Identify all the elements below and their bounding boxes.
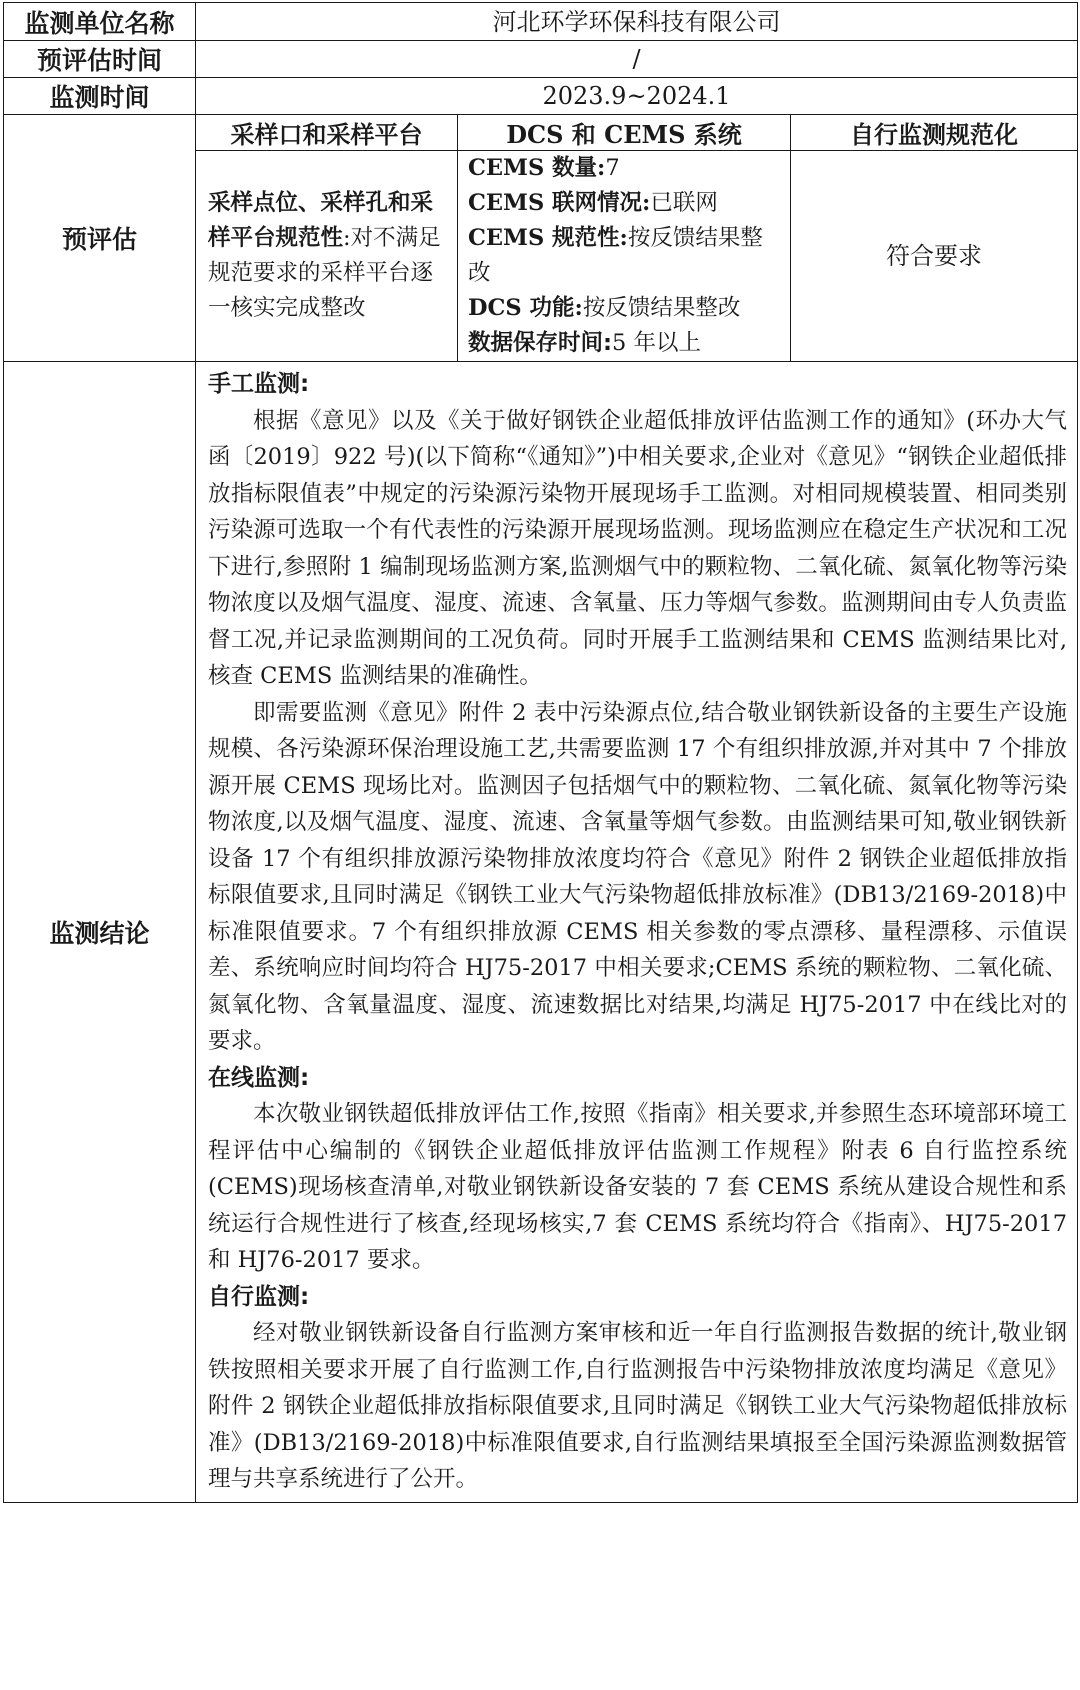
- cems-standard-value: 按反馈结果整改: [468, 225, 763, 286]
- pre-eval-label: 预评估: [4, 115, 196, 362]
- sampling-bold-label: 采样点位、采样孔和采样平台规范性: [208, 190, 434, 251]
- cems-count-value: 7: [605, 155, 620, 181]
- monitor-time-label: 监测时间: [4, 78, 196, 115]
- dcs-function-label: DCS 功能:: [468, 295, 583, 321]
- row-unit: [4, 3, 1078, 41]
- self-monitor-result: 符合要求: [791, 151, 1078, 362]
- unit-label: 监测单位名称: [4, 3, 196, 41]
- data-retention-label: 数据保存时间:: [468, 330, 612, 356]
- cems-standard: [458, 221, 791, 291]
- monitor-time-value: 2023.9~2024.1: [196, 78, 1078, 115]
- sampling-text: :对不满足规范要求的采样平台逐一核实完成整改: [208, 225, 441, 321]
- col-header-sampling: 采样口和采样平台: [196, 115, 458, 151]
- col-header-dcs-cems: DCS 和 CEMS 系统: [458, 115, 791, 151]
- self-monitoring-title: 自行监测:: [208, 1283, 310, 1310]
- online-monitoring-title: 在线监测:: [208, 1064, 310, 1091]
- conclusion-label: 监测结论: [4, 362, 196, 1503]
- data-retention: [458, 326, 791, 362]
- row-pre-eval-time: [4, 41, 1078, 78]
- cems-network-value: 已联网: [650, 190, 718, 216]
- conclusion-body: [196, 362, 1078, 1503]
- online-paragraph: 本次敬业钢铁超低排放评估工作,按照《指南》相关要求,并参照生态环境部环境工程评估中心编制的《钢铁企业超低排放评估监测工作规程》附表 6 自行监控系统(CEMS)现场核查清单,对敬业钢铁新设备安装的 7 套 CEMS 系统从建设合规性和系统运行合规性进行了核查,经现场核实,7 套 CEMS 系统均符合《指南》、HJ75-2017 和 HJ76-2017 要求。: [208, 1101, 1068, 1273]
- pre-eval-time-value: /: [196, 41, 1078, 78]
- pre-eval-time-label: 预评估时间: [4, 41, 196, 78]
- cems-network: [458, 186, 791, 221]
- self-paragraph: 经对敬业钢铁新设备自行监测方案审核和近一年自行监测报告数据的统计,敬业钢铁按照相关要求开展了自行监测工作,自行监测报告中污染物排放浓度均满足《意见》附件 2 钢铁企业超低排放指标限值要求,且同时满足《钢铁工业大气污染物超低排放标准》(DB13/2169-2018)中标准限值要求,自行监测结果填报至全国污染源监测数据管理与共享系统进行了公开。: [208, 1320, 1068, 1492]
- manual-paragraph: 根据《意见》以及《关于做好钢铁企业超低排放评估监测工作的通知》(环办大气函〔2019〕922 号)(以下简称“《通知》”)中相关要求,企业对《意见》“钢铁企业超低排放指标限值表”中规定的污染源污染物开展现场手工监测。对相同规模装置、相同类别污染源可选取一个有代表性的污染源开展现场监测。现场监测应在稳定生产状况和工况下进行,参照附 1 编制现场监测方案,监测烟气中的颗粒物、二氧化硫、氮氧化物等污染物浓度以及烟气温度、湿度、流速、含氧量、压力等烟气参数。监测期间由专人负责监督工况,并记录监测期间的工况负荷。同时开展手工监测结果和 CEMS 监测结果比对,核查 CEMS 监测结果的准确性。: [208, 407, 1068, 689]
- unit-value: 河北环学环保科技有限公司: [196, 3, 1078, 41]
- cems-count-label: CEMS 数量:: [468, 155, 606, 181]
- monitoring-report-table: [3, 2, 1078, 1503]
- cems-count: [458, 151, 791, 187]
- cems-network-label: CEMS 联网情况:: [468, 190, 651, 216]
- manual-monitoring-title: 手工监测:: [208, 371, 310, 397]
- sampling-cell: [196, 151, 458, 362]
- data-retention-value: 5 年以上: [612, 330, 701, 356]
- cems-standard-label: CEMS 规范性:: [468, 225, 628, 251]
- row-pre-eval-headers: [4, 115, 1078, 151]
- dcs-function: [458, 291, 791, 326]
- manual-paragraph: 即需要监测《意见》附件 2 表中污染源点位,结合敬业钢铁新设备的主要生产设施规模、各污染源环保治理设施工艺,共需要监测 17 个有组织排放源,并对其中 7 个排放源开展 CEMS 现场比对。监测因子包括烟气中的颗粒物、二氧化硫、氮氧化物等污染物浓度,以及烟气温度、湿度、流速、含氧量等烟气参数。由监测结果可知,敬业钢铁新设备 17 个有组织排放源污染物排放浓度均符合《意见》附件 2 钢铁企业超低排放指标限值要求,且同时满足《钢铁工业大气污染物超低排放标准》(DB13/2169-2018)中标准限值要求。7 个有组织排放源 CEMS 相关参数的零点漂移、量程漂移、示值误差、系统响应时间均符合 HJ75-2017 中相关要求;CEMS 系统的颗粒物、二氧化硫、氮氧化物、含氧量温度、湿度、流速数据比对结果,均满足 HJ75-2017 中在线比对的要求。: [208, 699, 1068, 1054]
- row-monitor-time: [4, 78, 1078, 115]
- col-header-self-monitor: 自行监测规范化: [791, 115, 1078, 151]
- dcs-function-value: 按反馈结果整改: [582, 295, 741, 321]
- row-conclusion: [4, 362, 1078, 1503]
